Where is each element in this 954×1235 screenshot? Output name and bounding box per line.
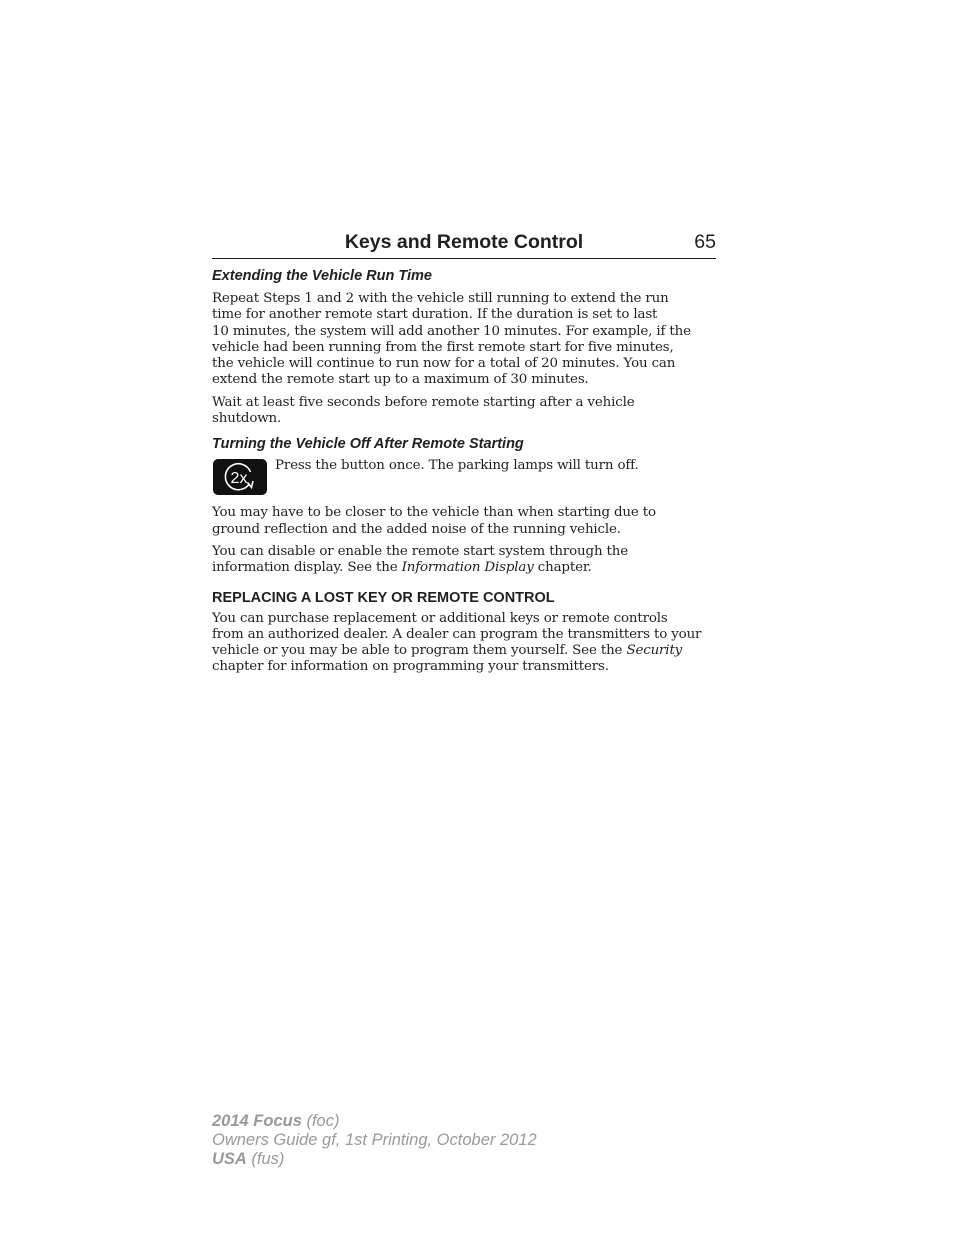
text-line — [212, 560, 716, 576]
text-line: You can disable or enable the remote start system through the — [212, 543, 629, 559]
remote-start-2x-icon — [213, 459, 267, 495]
text-line: time for another remote start duration. If the duration is set to last — [212, 307, 658, 323]
text-line: extend the remote start up to a maximum of 30 minutes. — [212, 372, 589, 388]
paragraph-closer-to-vehicle — [212, 505, 716, 538]
heading-extending-run-time: Extending the Vehicle Run Time — [212, 268, 432, 284]
footer-model: 2014 Focus — [212, 1112, 302, 1130]
paragraph-disable-enable — [212, 544, 716, 577]
text-line: Press the button once. The parking lamps will turn off. — [275, 458, 639, 474]
text-line: 10 minutes, the system will add another 10 minutes. For example, if the — [212, 323, 691, 339]
chapter-title: Keys and Remote Control — [344, 231, 584, 253]
paragraph-wait-before-restart — [212, 395, 716, 428]
text-line: shutdown. — [212, 411, 282, 427]
footer-region: USA — [212, 1150, 247, 1168]
icon-instruction-row — [212, 458, 716, 498]
page-header — [212, 228, 716, 259]
page-number: 65 — [694, 231, 716, 253]
text-line: the vehicle will continue to run now for a total of 20 minutes. You can — [212, 356, 676, 372]
text-line: ground reflection and the added noise of the running vehicle. — [212, 521, 621, 537]
text-fragment: information display. See the — [212, 560, 402, 576]
text-line: from an authorized dealer. A dealer can program the transmitters to your — [212, 626, 702, 642]
footer-model-line — [212, 1112, 537, 1131]
text-line: vehicle had been running from the first remote start for five minutes, — [212, 339, 674, 355]
footer-region-code: (fus) — [246, 1150, 285, 1168]
paragraph-extending-run-time — [212, 291, 716, 389]
text-line: You may have to be closer to the vehicle than when starting due to — [212, 505, 656, 521]
text-line — [212, 643, 716, 659]
icon-instruction-text — [275, 458, 639, 474]
heading-turning-off: Turning the Vehicle Off After Remote Starting — [212, 436, 524, 453]
icon-2x-label: 2x — [230, 470, 248, 488]
text-line: Wait at least five seconds before remote starting after a vehicle — [212, 394, 635, 410]
footer-model-code: (foc) — [301, 1112, 340, 1130]
text-line: chapter for information on programming your transmitters. — [212, 659, 609, 675]
page-footer — [212, 1112, 537, 1169]
manual-page — [212, 228, 716, 676]
text-line: Repeat Steps 1 and 2 with the vehicle still running to extend the run — [212, 291, 669, 306]
text-fragment: chapter. — [533, 560, 592, 576]
text-fragment: vehicle or you may be able to program them yourself. See the — [212, 643, 627, 659]
text-line: You can purchase replacement or additional keys or remote controls — [212, 610, 668, 626]
heading-replacing-lost-key: REPLACING A LOST KEY OR REMOTE CONTROL — [212, 589, 555, 606]
footer-guide-line: Owners Guide gf, 1st Printing, October 2012 — [212, 1131, 537, 1149]
chapter-reference: Information Display — [401, 560, 534, 576]
paragraph-replacing-key — [212, 611, 716, 676]
footer-region-line — [212, 1150, 537, 1169]
chapter-reference: Security — [626, 643, 683, 659]
